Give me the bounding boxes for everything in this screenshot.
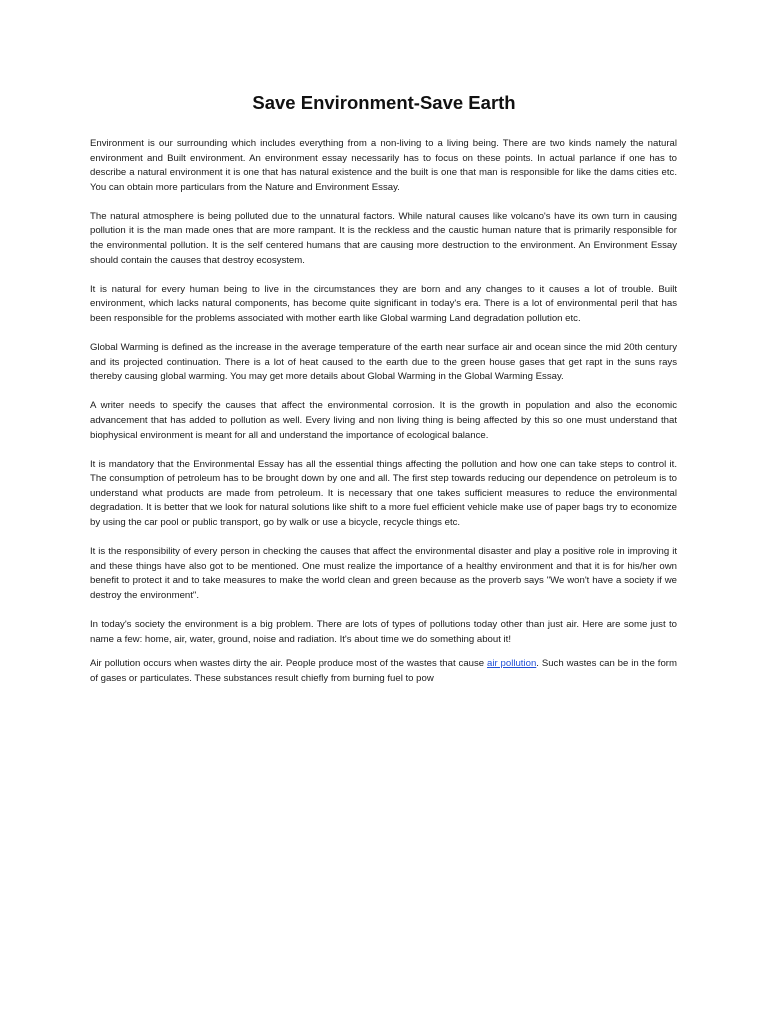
paragraph-natural-atmosphere: The natural atmosphere is being polluted due to the unnatural factors. While natural causes like volcano's have its own turn in causing pollution it is the man made ones that are more rampant. It is the reckless and the caustic human nature that is primarily responsible for the environmental pollution. It is the self centered humans that are causing more destruction to the environment. An Environment Essay should contain the causes that destroy ecosystem. (90, 210, 677, 266)
air-pollution-text-before-link: Air pollution occurs when wastes dirty the air. People produce most of the wastes that cause (90, 658, 487, 670)
paragraph-environmental-essay: It is mandatory that the Environmental Essay has all the essential things affecting the pollution and how one can take steps to control it. The consumption of petroleum has to be brought down by one and all. The first step towards reducing our dependence on petroleum is to understand what products are made from petroleum. It is necessary that one takes sufficient measures to reduce the environmental degradation. It is better that we look for natural solutions like shift to a more fuel efficient vehicle make use of paper bags try to economize by using the car pool or public transport, go by walk or use a bicycle, recycle things etc. (90, 458, 677, 528)
air-pollution-text-after-link: . Such wastes can be in the form of gases or particulates. These substances result chiefly from burning fuel to pow (90, 658, 677, 684)
paragraph-built-environment: It is natural for every human being to live in the circumstances they are born and any changes to it causes a lot of trouble. Built environment, which lacks natural components, has become quite significant in today's era. There is a lot of environmental peril that has been responsible for the problems associated with mother earth like Global warming Land degradation pollution etc. (90, 283, 677, 324)
paragraph-todays-society: In today's society the environment is a big problem. There are lots of types of pollutions today other than just air. Here are some just to name a few: home, air, water, ground, noise and radiation. It's about time we do something about it! (90, 618, 677, 645)
paragraph-environment-intro: Environment is our surrounding which includes everything from a non-living to a living being. There are two kinds namely the natural environment and Built environment. An environment essay necessarily has to focus on these points. In actual parlance if one has to describe a natural environment it is one that has natural existence and the built is one that man is responsible for like the dams cities etc. You can obtain more particulars from the Nature and Environment Essay. (90, 138, 677, 193)
paragraph-environmental-corrosion: A writer needs to specify the causes that affect the environmental corrosion. It is the growth in population and also the economic advancement that has added to pollution as well. Every living and non living thing is being affected by this so one must understand that biophysical environment is meant for all and understand the importance of ecological balance. (90, 400, 677, 441)
paragraph-responsibility: It is the responsibility of every person in checking the causes that affect the environmental disaster and play a positive role in improving it and these things have also got to be mentioned. One must realize the importance of a healthy environment and that it is for his/her own benefit to protect it and to take measures to make the world clean and green because as the proverb says "We won't have a society if we destroy the environment". (90, 546, 677, 601)
document-body (90, 137, 677, 701)
document-title: Save Environment-Save Earth (252, 92, 516, 113)
air-pollution-link[interactable]: air pollution (487, 658, 537, 670)
paragraph-air-pollution (90, 657, 677, 686)
paragraph-global-warming: Global Warming is defined as the increase in the average temperature of the earth near surface air and ocean since the mid 20th century and its projected continuation. There is a lot of heat caused to the earth due to the green house gases that get rapt in the suns rays thereby causing global warming. You may get more details about Global Warming in the Global Warming Essay. (90, 342, 677, 383)
